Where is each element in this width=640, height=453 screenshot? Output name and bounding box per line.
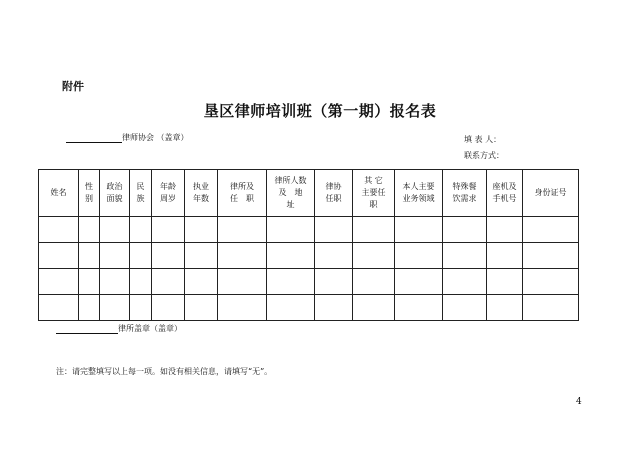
table-cell[interactable] (487, 243, 523, 269)
table-cell[interactable] (487, 295, 523, 321)
firm-blank (56, 324, 118, 334)
table-cell[interactable] (487, 217, 523, 243)
column-header-line: 主要任 (361, 188, 386, 197)
column-header (267, 170, 315, 217)
column-header (39, 170, 79, 217)
contact-label: 联系方式： (464, 151, 504, 160)
table-row (39, 269, 579, 295)
table-cell[interactable] (267, 243, 315, 269)
table-cell[interactable] (218, 243, 267, 269)
form-title: 垦区律师培训班（第一期）报名表 (203, 102, 437, 120)
table-cell[interactable] (218, 295, 267, 321)
table-cell[interactable] (185, 217, 218, 243)
column-header-line: 特殊餐 (452, 182, 477, 191)
table-cell[interactable] (523, 295, 579, 321)
table-cell[interactable] (315, 295, 353, 321)
table-cell[interactable] (100, 295, 130, 321)
table-cell[interactable] (100, 269, 130, 295)
table-cell[interactable] (523, 243, 579, 269)
column-header-line: 性 (85, 182, 93, 191)
header-right (464, 132, 504, 164)
table-cell[interactable] (130, 217, 152, 243)
column-header-line: 及 地 (278, 188, 303, 197)
column-header (100, 170, 130, 217)
column-header (487, 170, 523, 217)
table-cell[interactable] (100, 217, 130, 243)
column-header (79, 170, 100, 217)
table-cell[interactable] (79, 217, 100, 243)
column-header-line: 饮需求 (452, 194, 477, 203)
table-cell[interactable] (79, 295, 100, 321)
table-row (39, 217, 579, 243)
table-cell[interactable] (487, 269, 523, 295)
table-cell[interactable] (218, 269, 267, 295)
table-cell[interactable] (443, 269, 487, 295)
column-header-line: 手机号 (492, 194, 517, 203)
table-cell[interactable] (152, 295, 185, 321)
firm-seal-label: 律所盖章（盖章） (118, 324, 182, 333)
column-header-line: 政治 (106, 182, 123, 191)
association-label: 律师协会 （盖章） (122, 133, 189, 142)
table-cell[interactable] (353, 269, 395, 295)
table-cell[interactable] (130, 243, 152, 269)
table-cell[interactable] (130, 269, 152, 295)
table-cell[interactable] (39, 243, 79, 269)
registration-table (38, 169, 579, 321)
association-seal-line (66, 132, 189, 143)
column-header-line: 律协 (325, 182, 342, 191)
column-header-line: 任职 (325, 194, 342, 203)
column-header (395, 170, 443, 217)
table-cell[interactable] (152, 217, 185, 243)
column-header-line: 职 (369, 200, 378, 209)
table-cell[interactable] (267, 269, 315, 295)
table-cell[interactable] (315, 269, 353, 295)
column-header (523, 170, 579, 217)
page-number: 4 (576, 397, 582, 407)
column-header (353, 170, 395, 217)
column-header (315, 170, 353, 217)
column-header-line: 律所及 (230, 182, 254, 191)
filler-label: 填 表 人： (464, 135, 502, 144)
column-header-line: 其 它 (364, 176, 383, 185)
table-cell[interactable] (267, 217, 315, 243)
table-cell[interactable] (353, 243, 395, 269)
column-header-line: 址 (286, 200, 295, 209)
table-row (39, 243, 579, 269)
table-header-row (39, 170, 579, 217)
footnote: 注：请完整填写以上每一项。如没有相关信息，请填写“无”。 (56, 367, 273, 376)
table-cell[interactable] (185, 269, 218, 295)
column-header-line: 任 职 (230, 194, 254, 203)
column-header-line: 本人主要 (402, 182, 435, 191)
table-cell[interactable] (79, 243, 100, 269)
table-cell[interactable] (152, 243, 185, 269)
column-header-line: 执业 (193, 182, 209, 191)
table-cell[interactable] (395, 243, 443, 269)
column-header (185, 170, 218, 217)
table-cell[interactable] (395, 295, 443, 321)
column-header-line: 族 (136, 194, 145, 203)
table-cell[interactable] (100, 243, 130, 269)
attachment-label: 附件 (62, 80, 84, 93)
column-header (130, 170, 152, 217)
table-cell[interactable] (315, 217, 353, 243)
table-cell[interactable] (443, 295, 487, 321)
column-header-line: 座机及 (492, 182, 517, 191)
column-header-line: 民 (136, 182, 145, 191)
table-cell[interactable] (152, 269, 185, 295)
column-header-line: 面貌 (106, 194, 123, 203)
table-cell[interactable] (39, 269, 79, 295)
column-header (443, 170, 487, 217)
firm-seal-line (56, 323, 182, 334)
table-cell[interactable] (523, 269, 579, 295)
table-cell[interactable] (395, 217, 443, 243)
column-header-line: 周岁 (160, 194, 176, 203)
table-cell[interactable] (39, 295, 79, 321)
column-header-line: 业务领域 (402, 194, 435, 203)
association-blank (66, 133, 122, 143)
table-cell[interactable] (353, 217, 395, 243)
column-header (218, 170, 267, 217)
table-cell[interactable] (443, 243, 487, 269)
column-header-line: 身份证号 (534, 188, 567, 197)
column-header-line: 年数 (193, 194, 209, 203)
table-cell[interactable] (130, 295, 152, 321)
column-header-line: 律所人数 (274, 176, 307, 185)
table-cell[interactable] (218, 217, 267, 243)
column-header-line: 年龄 (160, 182, 176, 191)
table-cell[interactable] (79, 269, 100, 295)
table-cell[interactable] (39, 217, 79, 243)
column-header-line: 姓名 (50, 188, 67, 197)
table-cell[interactable] (185, 295, 218, 321)
column-header-line: 别 (85, 194, 93, 203)
table-cell[interactable] (353, 295, 395, 321)
table-cell[interactable] (443, 217, 487, 243)
table-cell[interactable] (315, 243, 353, 269)
table-cell[interactable] (395, 269, 443, 295)
table-cell[interactable] (523, 217, 579, 243)
table-row (39, 295, 579, 321)
table-cell[interactable] (185, 243, 218, 269)
table-cell[interactable] (267, 295, 315, 321)
column-header (152, 170, 185, 217)
